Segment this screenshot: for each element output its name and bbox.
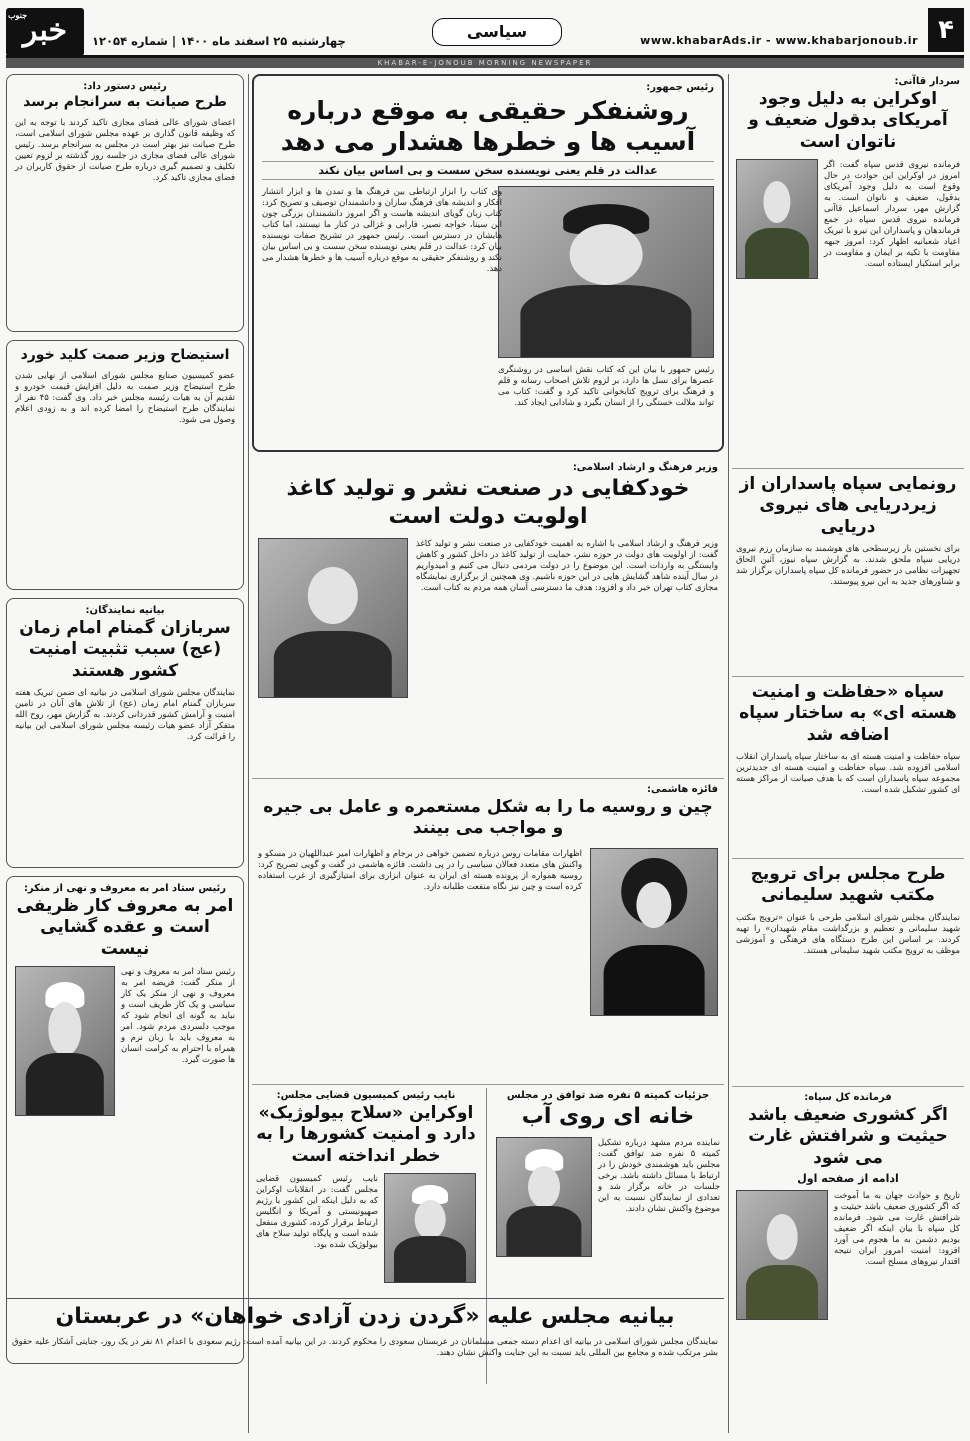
photo-hashemi [590,848,718,1016]
article-headline: خودکفایی در صنعت نشر و تولید کاغذ اولویت دولت است [286,476,690,529]
article-headline: بیانیه مجلس علیه «گردن زدن آزادی خواهان» در عربستان [55,1304,675,1329]
article-headline: سپاه «حفاظت و امنیت هسته ای» به ساختار سپاه اضافه شد [739,682,957,745]
issue-dateline: چهارشنبه ۲۵ اسفند ماه ۱۴۰۰ | شماره ۱۲۰۵۴ [92,34,346,48]
article-kicker: رئیس جمهور: [646,82,714,93]
article-headline: سربازان گمنام امام زمان (عج) سبب تثبیت امنیت کشور هستند [19,618,231,681]
article-headline: اگر کشوری ضعیف باشد حیثیت و شرافتش غارت می شود [748,1105,948,1168]
article-ghaani [732,74,964,462]
lead-body: وی کتاب را ابزار ارتباطی بین فرهنگ ها و تمدن ها و ابزار انتشار افکار و اندیشه های فرهنگ سازان و دانشمندان توصیف و تصریح کرد: کتاب زبان گویای اندیشه هاست و اگر امروز دانشمندان بزرگی چون ابن سینا، خواجه نصیر، فارابی و غزالی در کنار ما نیستند، اما کتاب هایشان در دسترس است. رئیس جمهور در تشریح صفات نویسنده بیان کرد: عدالت در قلم یعنی نویسنده سخن سست و بی اساس بیان نکند و روشنفکر حقیقی به موقع درباره آسیب ها و خطرها هشدار می دهد. [262,185,502,273]
article-kicker: سردار قاآنی: [894,76,960,87]
column-divider [248,74,249,1433]
lead-story [252,74,724,452]
article-cyberspace [6,74,244,332]
column-divider [728,74,729,1433]
article-body: تاریخ و حوادث جهان به ما آموخت که اگر کشوری ضعیف باشد حیثیت و شرافتش غارت می شود. فرمانده کل سپاه با بیان اینکه اگر ضعیف بودیم دشمن به ما هجوم می آورد افزود: امنیت امروز ایران نتیجه اقتدار نیروهای مسلح است. [834,1189,960,1266]
article-body: سپاه حفاظت و امنیت هسته ای به ساختار سپاه پاسداران انقلاب اسلامی افزوده شد. سپاه حفاظت و امنیت هسته ای جدیدترین مجموعه سپاه پاسداران است که با هدف صیانت از مراکز هسته ای کشور تشکیل شده است. [736,750,960,794]
photo-ghaani [736,159,818,279]
article-body: نمایندگان مجلس شورای اسلامی طرحی با عنوان «ترویج مکتب شهید سلیمانی و تعظیم و بزرگداشت مقام شهیدان» را تهیه کردند. بر اساس این طرح دستگاه های فرهنگی و آموزشی موظف به ترویج مکتب شهید سلیمانی هستند. [736,911,960,955]
article-body: وزیر فرهنگ و ارشاد اسلامی با اشاره به اهمیت خودکفایی در صنعت نشر و تولید کاغذ گفت: از اولویت های دولت در حوزه نشر، حمایت از تولید کاغذ در داخل کشور و کاهش وابستگی به واردات است. این موضوع را در دولت مردمی دنبال می کنیم و امیدواریم در سال آینده شاهد گشایش هایی در این حوزه باشیم. وی همچنین از برگزاری نمایشگاه مجازی کتاب تهران خبر داد و افزود: هدف ما دسترسی آسان همه مردم به کتاب است. [416,538,718,592]
article-headline: اوکراین «سلاح بیولوژیک» دارد و امنیت کشورها را به خطر انداخته است [256,1103,476,1166]
article-kicker: رئیس دستور داد: [83,81,167,92]
photo-minister [258,538,408,698]
masthead [6,8,964,58]
article-body: اظهارات مقامات روس درباره تضمین خواهی در برجام و اظهارات امیر عبداللهیان در مسکو و واکنش های متعدد فعالان سیاسی را در پی داشت. فائزه هاشمی در گفت و گویی تصریح کرد: روسیه همواره از پرونده هسته ای ایران به عنوان ابزاری برای امتیازگیری از غرب استفاده کرده است و چین نیز نگاه منفعت طلبانه دارد. [258,847,582,891]
article-kicker: فائزه هاشمی: [646,784,718,795]
article-body: فرمانده نیروی قدس سپاه گفت: اگر امروز در اوکراین این حوادث در حال وقوع است به دلیل وجود آمریکای بدقول، ضعیف و ناتوان است. به گزارش مهر، سردار اسماعیل قاآنی فرمانده نیروی قدس سپاه در جمع فرماندهان و پاسداران این نیرو با تبریک اعیاد شعبانیه اظهار کرد: امروز جبهه مقاومت با تکیه بر ایمان و مقاومت در برابر استکبار ایستاده است. [824,158,960,268]
article-body: اعضای شورای عالی فضای مجازی تاکید کردند با توجه به این که وظیفه قانون گذاری بر عهده مجلس شورای اسلامی است، طرح صیانت نیز بهتر است در مجلس به سرانجام برسد. رئیس شورای عالی فضای مجازی در جلسه روز گذشته بر لزوم تعیین تکلیف و تصمیم گیری درباره طرح صیانت از حقوق کاربران در فضای مجازی تاکید کرد. [15,116,235,182]
article-body: نمایندگان مجلس شورای اسلامی در بیانیه ای اعدام دسته جمعی مسلمانان در عربستان سعودی را محکوم کردند. در این بیانیه آمده است: رژیم سعودی با اعدام ۸۱ نفر در یک روز، جنایتی آشکار علیه حقوق بشر مرتکب شده و مجامع بین المللی باید نسبت به این جنایت واکنش نشان دهند. [12,1335,718,1357]
newspaper-logo [6,8,84,56]
left-column [6,74,244,1433]
lead-subhead: عدالت در قلم یعنی نویسنده سخن سست و بی اساس بیان نکند [262,161,714,180]
continued-note: ادامه از صفحه اول [797,1171,899,1185]
article-body: عضو کمیسیون صنایع مجلس شورای اسلامی از نهایی شدن طرح استیضاح وزیر صمت به دلیل افزایش قیمت خودرو و تقدیم آن به هیات رئیسه مجلس خبر داد. وی گفت: ۴۵ نفر از نمایندگان طرح استیضاح را امضا کرده اند و به زودی اعلام وصول می شود. [15,369,235,424]
section-title: سیاسی [432,18,562,46]
article-kicker: بیانیه نمایندگان: [85,605,165,616]
photo-caption: رئیس جمهور با بیان این که کتاب نقش اساسی در روشنگری عصرها برای نسل ها دارد، بر لزوم تلاش اصحاب رسانه و قلم و فرهنگ برای ترویج کتابخوانی تاکید کرد و گفت: کتاب می تواند ملالت خستگی را از انسان بگیرد و شادابی ایجاد کند. [498,363,714,407]
photo-mp [384,1173,476,1283]
article-body: نماینده مردم مشهد درباره تشکیل کمیته ۵ نفره ضد توافق گفت: مجلس باید هوشمندی خودش را در ارتباط با مسائل داشته باشد. برخی جلسات در خانه برگزار شد و تعدادی از نمایندگان نسبت به این موضوع واکنش نشان دادند. [598,1136,720,1213]
article-body: برای نخستین بار زیرسطحی های هوشمند به سازمان رزم نیروی دریایی سپاه ملحق شدند. به گزارش سپاه نیوز، آئین الحاق تجهیزات نظامی در حضور فرمانده کل سپاه پاسداران برگزار شد و شناورهای جدید به این نیرو پیوستند. [736,542,960,586]
article-hashemi [252,782,724,1076]
article-headline: استیضاح وزیر صمت کلید خورد [20,347,230,363]
article-body: نمایندگان مجلس شورای اسلامی در بیانیه ای ضمن تبریک هفته سربازان گمنام امام زمان (عج) از تلاش های آنان در تامین امنیت و آرامش کشور قدردانی کردند. به گزارش مهر، روح الله متفکر آزاد عضو هیات رئیسه مجلس شورای اسلامی این بیانیه را قرائت کرد. [15,686,235,741]
photo-cleric [15,966,115,1116]
article-impeachment [6,340,244,590]
article-headline: طرح مجلس برای ترویج مکتب شهید سلیمانی [750,864,946,906]
article-kicker: رئیس ستاد امر به معروف و نهی از منکر: [23,883,227,894]
article-imam-soldiers [6,598,244,868]
article-kicker: نایب رئیس کمیسیون قضایی مجلس: [276,1090,456,1101]
article-culture [252,460,724,770]
article-amr-be-maruf [6,876,244,1364]
logo-text: خبر [22,13,68,48]
photo-mashhad-mp [496,1137,592,1257]
article-headline: طرح صیانت به سرانجام برسد [23,94,227,110]
lead-headline: روشنفکر حقیقی به موقع درباره آسیب ها و خطرها هشدار می دهد [280,96,696,157]
logo-tag: جنوب [8,10,28,20]
article-headline: خانه ای روی آب [521,1104,695,1129]
page-number: ۴ [928,8,964,52]
article-kicker: وزیر فرهنگ و ارشاد اسلامی: [572,462,718,473]
article-kicker: فرمانده کل سپاه: [804,1092,892,1103]
article-body: رئیس ستاد امر به معروف و نهی از منکر گفت: فریضه امر به معروف و نهی از منکر یک کار سیاسی و یک کار ظریف است و نباید به گونه ای انجام شود که موجب دلسردی مردم شود. امر به معروف باید با زبان نرم و همراه با احترام به کرامت انسان ها صورت گیرد. [121,965,235,1064]
article-headline: امر به معروف کار ظریفی است و عقده گشایی نیست [16,896,234,959]
article-navy [732,472,964,668]
article-headline: چین و روسیه ما را به شکل مستعمره و عامل بی جیره و مواجب می بینند [263,797,713,839]
article-body: نایب رئیس کمیسیون قضایی مجلس گفت: در انقلابات اوکراین که به دلیل اینکه این کشور با رژیم صهیونیستی و آمریکا و انگلیس ارتباط برقرار کرده، کشوری منفعل شده است و پایگاه تولید سلاح های بیولوژیک شده بود. [256,1172,378,1249]
photo-raisi [498,186,714,358]
article-nuclear [732,680,964,850]
article-headline: رونمایی سپاه پاسداران از زیردریایی های نیروی دریایی [739,474,957,537]
photo-salami [736,1190,828,1320]
english-ribbon: KHABAR-E-JONOUB MORNING NEWSPAPER [6,58,964,68]
article-saudi-statement [6,1298,724,1433]
middle-column [252,74,724,1433]
article-headline: اوکراین به دلیل وجود آمریکای بدقول ضعیف و ناتوان است [748,89,948,152]
article-weak-country [732,1090,964,1433]
article-soleimani [732,862,964,1078]
website-urls: www.khabarAds.ir - www.khabarjonoub.ir [640,34,918,47]
article-kicker: جزئیات کمیته ۵ نفره ضد توافق در مجلس [506,1090,710,1101]
right-column [732,74,964,1433]
